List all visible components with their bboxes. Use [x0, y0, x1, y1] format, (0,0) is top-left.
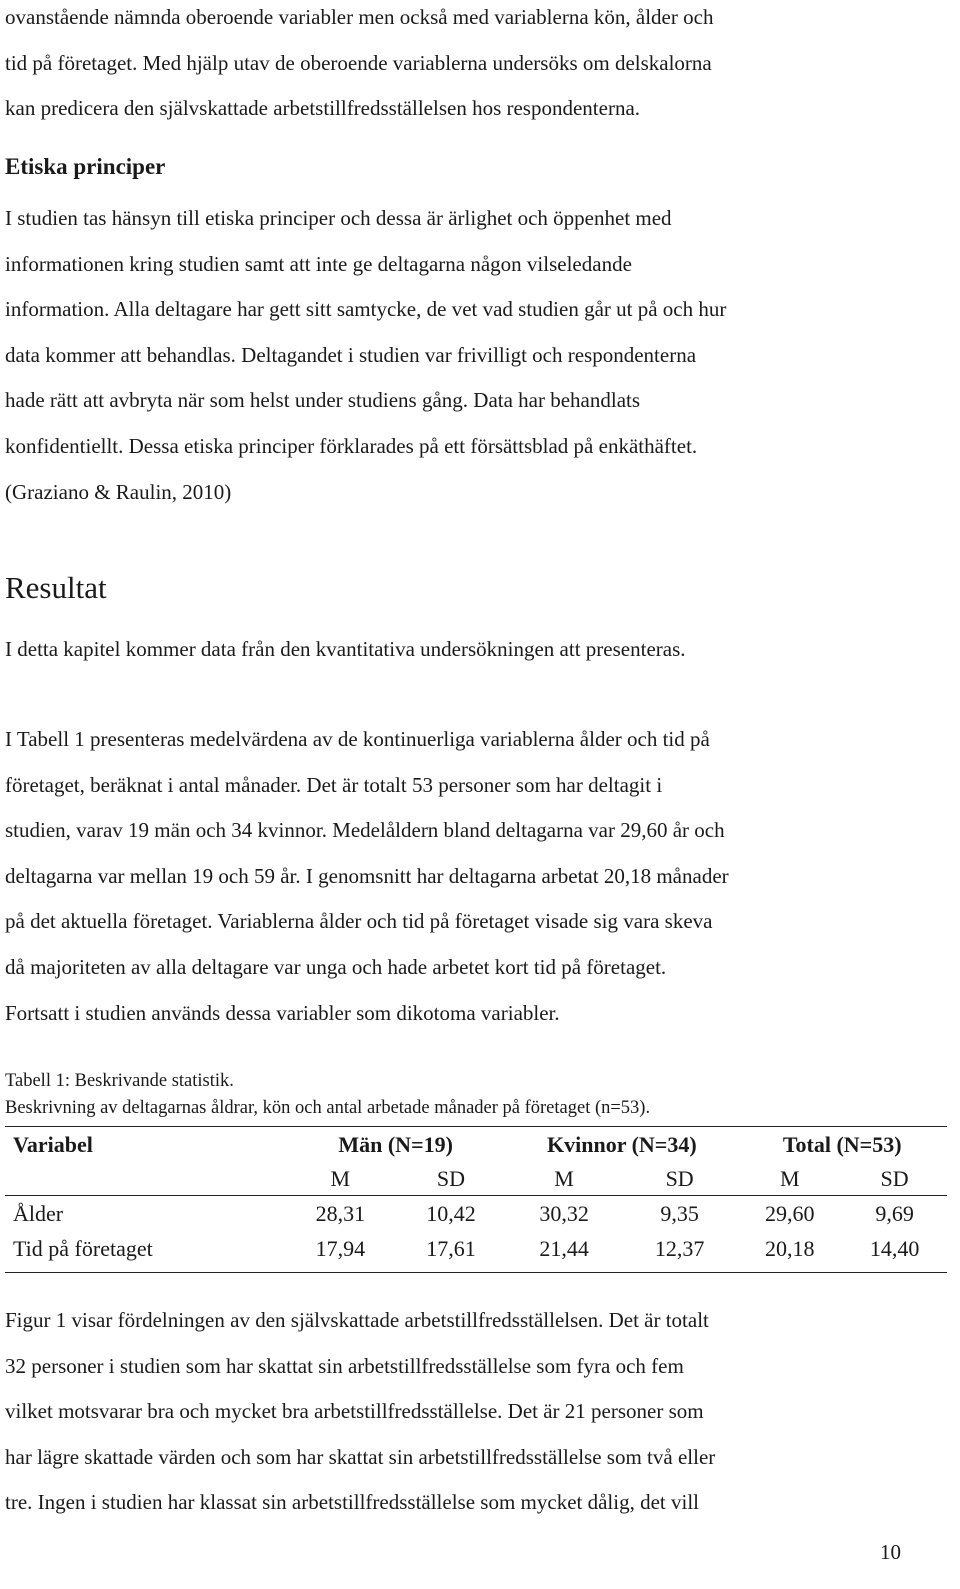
text-line: (Graziano & Raulin, 2010) [5, 479, 232, 504]
text-line: I Tabell 1 presenteras medelvärdena av de kontinuerliga variablerna ålder och tid på [5, 727, 710, 751]
text-line: I detta kapitel kommer data från den kvantitativa undersökningen att presenteras. [5, 637, 686, 661]
resultat-paragraph [5, 717, 729, 1036]
subheader-sd: SD [842, 1163, 947, 1196]
text-line: konfidentiellt. Dessa etiska principer förklarades på ett försättsblad på enkäthäftet. [5, 433, 698, 458]
table-cell: 30,32 [539, 1201, 589, 1226]
text-line: på det aktuella företaget. Variablerna ålder och tid på företaget visade sig vara skeva [5, 909, 713, 934]
text-line: information. Alla deltagare har gett sitt samtycke, de vet vad studien går ut på och hur [5, 297, 727, 322]
text-line: Fortsatt i studien används dessa variabler som dikotoma variabler. [5, 1000, 560, 1025]
table-caption-title: Tabell 1: Beskrivande statistik. [5, 1071, 234, 1091]
text-line: I studien tas hänsyn till etiska principer och dessa är ärlighet och öppenhet med [5, 206, 672, 230]
header-men: Män (N=19) [338, 1132, 453, 1157]
text-line: deltagarna var mellan 19 och 59 år. I genomsnitt har deltagarna arbetat 20,18 månader [5, 863, 729, 888]
text-line: data kommer att behandlas. Deltagandet i studien var frivilligt och respondenterna [5, 342, 697, 367]
table-cell: 12,37 [654, 1236, 705, 1261]
descriptive-statistics-table [5, 1126, 947, 1273]
text-line: 32 personer i studien som har skattat sin arbetstillfredsställelse som fyra och fem [5, 1353, 684, 1378]
table-cell: 14,40 [869, 1236, 920, 1261]
table-cell: 9,69 [875, 1201, 914, 1226]
table-caption-description: Beskrivning av deltagarnas åldrar, kön och antal arbetade månader på företaget (n=53). [5, 1098, 651, 1118]
text-line: Figur 1 visar fördelningen av den självskattade arbetstillfredsställelsen. Det är totalt [5, 1308, 709, 1332]
text-line: ovanstående nämnda oberoende variabler men också med variablerna kön, ålder och [5, 5, 714, 29]
table-cell: 17,94 [315, 1236, 366, 1261]
subheader-m: M [737, 1163, 842, 1196]
text-line: företaget, beräknat i antal månader. Det är totalt 53 personer som har deltagit i [5, 772, 663, 797]
text-line: har lägre skattade värden och som har skattat sin arbetstillfredsställelse som två eller [5, 1444, 716, 1469]
table-cell: 28,31 [315, 1201, 366, 1226]
row-label: Ålder [13, 1201, 64, 1226]
header-variable: Variabel [13, 1132, 93, 1157]
subheader-m: M [506, 1163, 622, 1196]
intro-paragraph [5, 0, 713, 132]
text-line: studien, varav 19 män och 34 kvinnor. Medelåldern bland deltagarna var 29,60 år och [5, 818, 725, 843]
table-cell: 9,35 [660, 1201, 699, 1226]
header-women: Kvinnor (N=34) [547, 1132, 697, 1157]
subheader-sd: SD [396, 1163, 507, 1196]
table-cell: 17,61 [426, 1236, 476, 1261]
table-row [5, 1196, 947, 1233]
table-cell: 29,60 [765, 1201, 815, 1226]
subheader-m: M [285, 1163, 396, 1196]
text-line: vilket motsvarar bra och mycket bra arbetstillfredsställelse. Det är 21 personer som [5, 1399, 704, 1424]
text-line: hade rätt att avbryta när som helst under studiens gång. Data har behandlats [5, 388, 641, 413]
table-cell: 20,18 [765, 1236, 815, 1261]
section-heading-resultat: Resultat [5, 570, 107, 605]
etiska-paragraph [5, 196, 726, 515]
text-line: då majoriteten av alla deltagare var unga och hade arbetet kort tid på företaget. [5, 954, 667, 979]
text-line: kan predicera den självskattade arbetstillfredsställelsen hos respondenterna. [5, 96, 641, 121]
figur-paragraph [5, 1298, 715, 1526]
table-row [5, 1232, 947, 1273]
page-number: 10 [880, 1540, 901, 1564]
header-total: Total (N=53) [782, 1132, 902, 1157]
text-line: tre. Ingen i studien har klassat sin arbetstillfredsställelse som mycket dålig, det vill [5, 1490, 700, 1515]
table-cell: 10,42 [426, 1201, 476, 1226]
table-header-row [5, 1127, 947, 1164]
text-line: informationen kring studien samt att inte ge deltagarna någon vilseledande [5, 251, 632, 276]
table-cell: 21,44 [539, 1236, 589, 1261]
table-subheader-row [5, 1163, 947, 1196]
resultat-intro-paragraph [5, 627, 686, 673]
row-label: Tid på företaget [13, 1236, 153, 1261]
text-line: tid på företaget. Med hjälp utav de oberoende variablerna undersöks om delskalorna [5, 50, 712, 75]
section-heading-etiska-principer: Etiska principer [5, 154, 166, 179]
subheader-sd: SD [622, 1163, 738, 1196]
